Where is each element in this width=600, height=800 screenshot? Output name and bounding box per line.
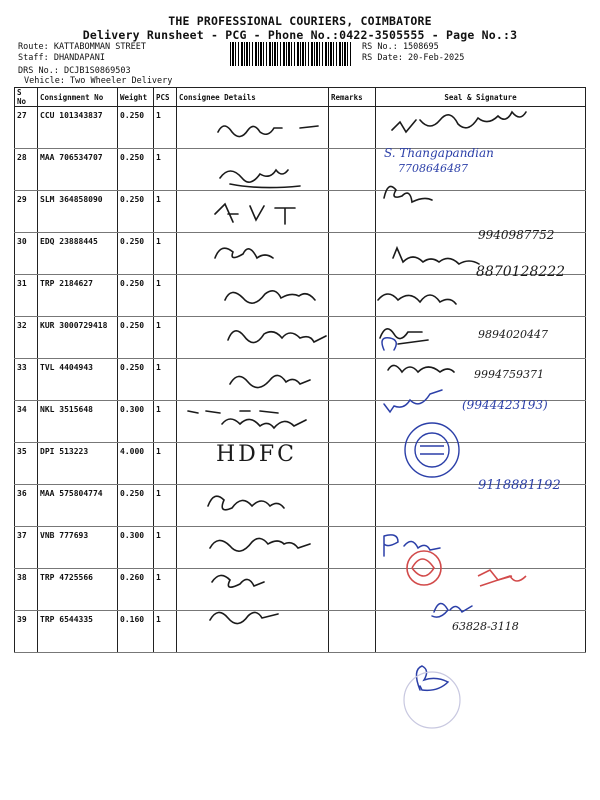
cell-pcs: 1 [154,359,177,401]
consignee-sign-29 [220,170,300,188]
col-header-consignment: Consignment No [38,88,118,107]
cell-sno: 36 [15,485,38,527]
cell-wt: 0.300 [118,401,154,443]
receiver-sign-32 [380,329,428,344]
cell-pcs: 1 [154,485,177,527]
cell-pcs: 1 [154,107,177,149]
cell-cn: TRP 4725566 [38,569,118,611]
page-initial-mark [416,666,448,690]
cell-wt: 0.250 [118,485,154,527]
cell-wt: 0.250 [118,359,154,401]
cell-sno: 35 [15,443,38,485]
consignee-sign-34 [222,419,306,428]
cell-cn: DPI 513223 [38,443,118,485]
consignee-sign-27 [218,126,318,137]
stamp-38-red [407,551,526,586]
cell-wt: 0.250 [118,191,154,233]
cell-cn: MAA 575804774 [38,485,118,527]
cell-sno: 38 [15,569,38,611]
cell-pcs: 1 [154,527,177,569]
receiver-phone-30: 9940987752 [478,228,555,242]
receiver-phone-39: 63828-3118 [452,620,519,633]
cell-wt: 0.300 [118,527,154,569]
cell-wt: 0.250 [118,317,154,359]
stamp-35 [405,423,459,477]
receiver-phone-33: 9994759371 [474,368,544,381]
cell-cn: TVL 4404943 [38,359,118,401]
rs-date: RS Date: 20-Feb-2025 [362,53,465,63]
col-header-consignee: Consignee Details [177,88,329,107]
col-header-weight: Weight [118,88,154,107]
vehicle-label: Vehicle: Two Wheeler Delivery [24,76,173,86]
consignee-sign-33 [230,375,310,387]
cell-pcs: 1 [154,569,177,611]
cell-sno: 32 [15,317,38,359]
cell-cn: CCU 101343837 [38,107,118,149]
receiver-sign-27 [392,112,526,132]
consignee-sign-32 [228,331,326,343]
cell-pcs: 1 [154,275,177,317]
cell-sno: 30 [15,233,38,275]
runsheet-title: THE PROFESSIONAL COURIERS, COIMBATORE [168,14,432,28]
cell-sno: 33 [15,359,38,401]
consignee-sign-39 [210,612,278,623]
cell-wt: 0.250 [118,107,154,149]
receiver-phone-32: 9894020447 [478,328,548,341]
cell-pcs: 1 [154,443,177,485]
runsheet-subtitle: Delivery Runsheet - PCG - Phone No.:0422-3505555 - Page No.:3 [82,28,518,42]
receiver-phone-34: (9944423193) [462,398,548,412]
cell-wt: 0.260 [118,569,154,611]
cell-wt: 0.160 [118,611,154,653]
consignee-sign-34b [188,411,278,413]
cell-sno: 29 [15,191,38,233]
cell-pcs: 1 [154,191,177,233]
consignee-sign-36 [208,496,284,510]
col-header-sno: S No [15,88,38,107]
consignee-sign-31 [225,291,315,303]
col-header-pcs: PCS [154,88,177,107]
cell-pcs: 1 [154,149,177,191]
cell-pcs: 1 [154,611,177,653]
faint-stamp-bottom [404,672,460,728]
consignee-sign-38 [212,575,264,587]
receiver-sign-29 [384,186,432,202]
cell-cn: VNB 777693 [38,527,118,569]
rs-number: RS No.: 1508695 [362,42,439,52]
col-header-signature: Seal & Signature [376,88,586,107]
receiver-sign-33 [388,365,454,372]
receiver-sign-34 [384,390,442,412]
cell-cn: NKL 3515648 [38,401,118,443]
cell-sno: 34 [15,401,38,443]
cell-pcs: 1 [154,317,177,359]
cell-pcs: 1 [154,233,177,275]
staff-label: Staff: DHANDAPANI [18,53,105,63]
receiver-phone-36: 9118881192 [478,478,561,493]
receiver-sign-30 [393,248,479,264]
receiver-name-28: S. Thangapandian [384,146,494,160]
col-header-remarks: Remarks [329,88,376,107]
cell-cn: TRP 2184627 [38,275,118,317]
cell-wt: 0.250 [118,275,154,317]
receiver-phone-28: 7708646487 [398,162,468,175]
cell-wt: 4.000 [118,443,154,485]
cell-cn: KUR 3000729418 [38,317,118,359]
cell-wt: 0.250 [118,233,154,275]
cell-sno: 39 [15,611,38,653]
cell-sno: 37 [15,527,38,569]
route-label: Route: KATTABOMMAN STREET [18,42,146,52]
cell-sno: 31 [15,275,38,317]
cell-sno: 27 [15,107,38,149]
cell-cn: SLM 364858090 [38,191,118,233]
receiver-sign-32b [382,338,396,350]
cell-cn: EDQ 23888445 [38,233,118,275]
drs-label: DRS No.: DCJB1S0869503 [18,66,131,76]
receiver-sign-31 [378,294,456,304]
cell-pcs: 1 [154,401,177,443]
consignee-sign-30 [215,204,295,224]
receiver-phone-31: 8870128222 [476,264,566,280]
cell-wt: 0.250 [118,149,154,191]
cell-cn: TRP 6544335 [38,611,118,653]
cell-sno: 28 [15,149,38,191]
receiver-sign-39 [432,603,472,617]
consignee-sign-37 [210,538,310,551]
consignee-hdfc: HDFC [216,442,297,467]
consignee-sign-30b [215,248,273,258]
cell-cn: MAA 706534707 [38,149,118,191]
